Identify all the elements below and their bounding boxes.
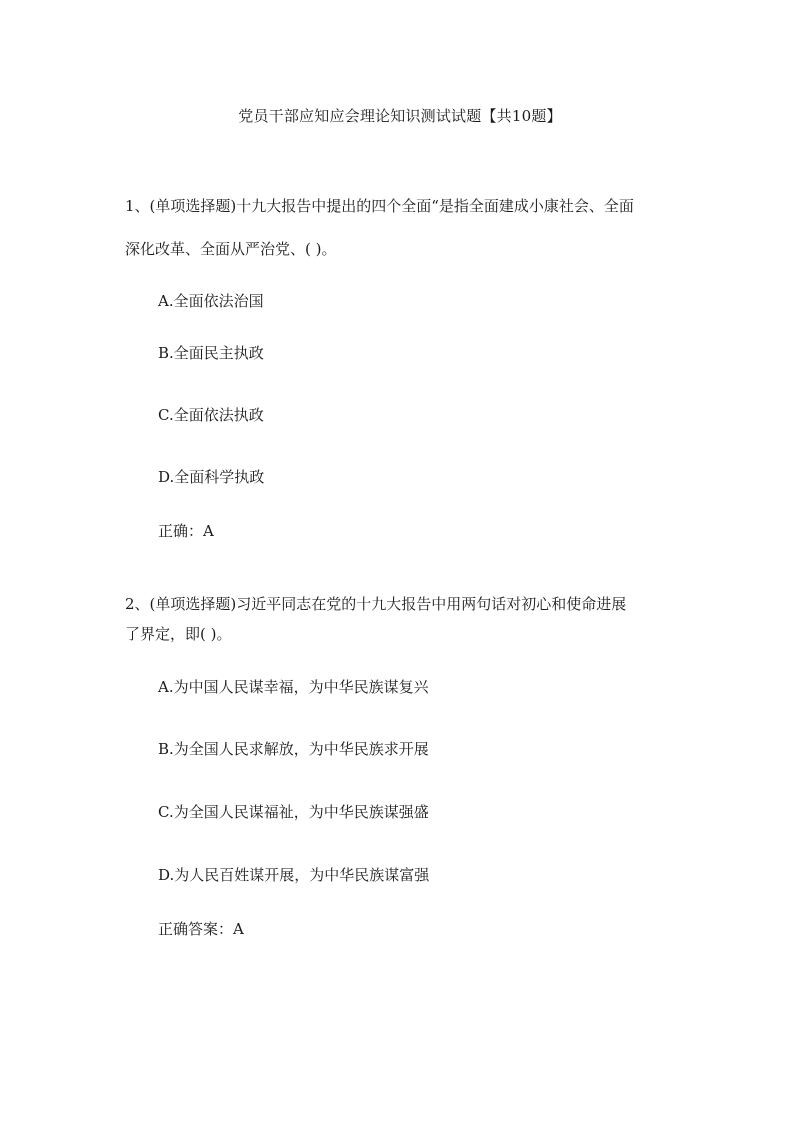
question-1-stem-line-1: 1、(单项选择题)十九大报告中提出的四个全面“是指全面建成小康社会、全面 [125,197,634,215]
question-2-stem-line-2: 了界定，即( )。 [125,625,232,643]
question-1-option-d: D.全面科学执政 [158,468,265,486]
question-2-option-c: C.为全国人民谋福祉，为中华民族谋强盛 [158,803,429,821]
question-2-option-a: A.为中国人民谋幸福，为中华民族谋复兴 [158,678,429,696]
question-1-answer: 正确：A [158,522,214,540]
question-2-answer: 正确答案：A [158,920,244,938]
question-2-option-b: B.为全国人民求解放，为中华民族求开展 [158,740,429,758]
question-2-option-d: D.为人民百姓谋开展，为中华民族谋富强 [158,866,430,884]
question-1-option-b: B.全面民主执政 [158,344,264,362]
question-1-stem-line-2: 深化改革、全面从严治党、( )。 [125,240,337,258]
question-2-stem-line-1: 2、(单项选择题)习近平同志在党的十九大报告中用两句话对初心和使命进展 [125,595,627,613]
question-1-option-a: A.全面依法治国 [158,292,264,310]
question-1-option-c: C.全面依法执政 [158,406,264,424]
document-title: 党员干部应知应会理论知识测试试题【共10题】 [238,107,562,125]
